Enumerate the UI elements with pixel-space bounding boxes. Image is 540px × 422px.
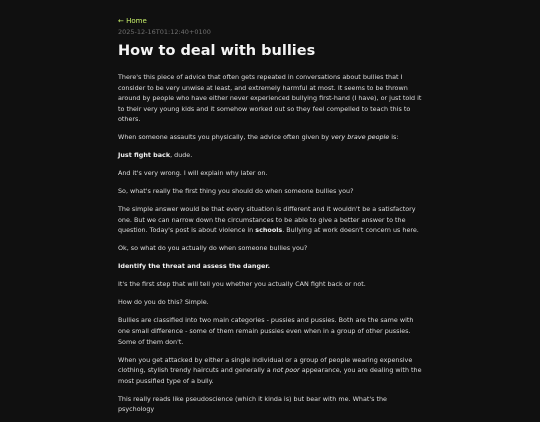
paragraph-question: So, what's really the first thing you should do when someone bullies you? <box>118 187 354 196</box>
strong-fight-back: Just fight back <box>118 151 171 160</box>
paragraph-first-step: It's the first step that will tell you whether you actually CAN fight back or not. <box>118 280 366 289</box>
paragraph-fight-back <box>118 150 423 161</box>
paragraph-attacked <box>118 355 423 387</box>
text-segment: The simple answer would be that every situation is different and it wouldn't be a satisfactory one. But we can narrow down the circumstances to be able to give a better answer to the question. Today's post is about violence in <box>118 205 416 235</box>
text-segment: is: <box>389 133 399 142</box>
article-page <box>118 8 423 422</box>
strong-identify-threat: Identify the threat and assess the danger. <box>118 262 271 271</box>
paragraph-intro: There's this piece of advice that often gets repeated in conversations about bullies that I consider to be very unwise at least, and extremely harmful at most. It seems to be thrown around by people who have either never experienced bullying first-hand (I have), or just told it to their very young kids and it somehow worked out so they feel compelled to teach this to others. <box>118 73 422 124</box>
paragraph-pseudoscience: This really reads like pseudoscience (which it kinda is) but bear with me. What's the psychology <box>118 394 387 414</box>
text-segment: , dude. <box>170 151 193 160</box>
strong-schools: schools <box>255 226 283 235</box>
paragraph-identify-threat <box>118 261 423 272</box>
paragraph-advice <box>118 132 423 143</box>
text-segment: . Bullying at work doesn't concern us here. <box>282 226 419 235</box>
emphasis-brave-people: very brave people <box>331 133 390 142</box>
emphasis-not-poor: not poor <box>272 366 300 375</box>
home-link[interactable]: ← Home <box>118 17 147 25</box>
post-date: 2025-12-16T01:12:40+0100 <box>118 28 211 36</box>
text-segment: When someone assaults you physically, the advice often given by <box>118 133 332 142</box>
text-segment: appearance, you are dealing with the most pussified type of a bully. <box>118 366 422 385</box>
paragraph-how: How do you do this? Simple. <box>118 298 209 307</box>
text-segment: When you get attacked by either a single individual or a group of people wearing expensive clothing, stylish trendy haircuts and generally a <box>118 355 413 375</box>
paragraph-what-to-do: Ok, so what do you actually do when someone bullies you? <box>118 244 308 253</box>
paragraph-categories: Bullies are classified into two main categories - pussies and pussies. Both are the same with one small difference - some of them remain pussies even when in a group of other pussies. Some of them don't. <box>118 316 414 346</box>
post-title: How to deal with bullies <box>118 43 316 59</box>
paragraph-simple-answer <box>118 204 423 236</box>
paragraph-wrong: And it's very wrong. I will explain why later on. <box>118 169 268 178</box>
